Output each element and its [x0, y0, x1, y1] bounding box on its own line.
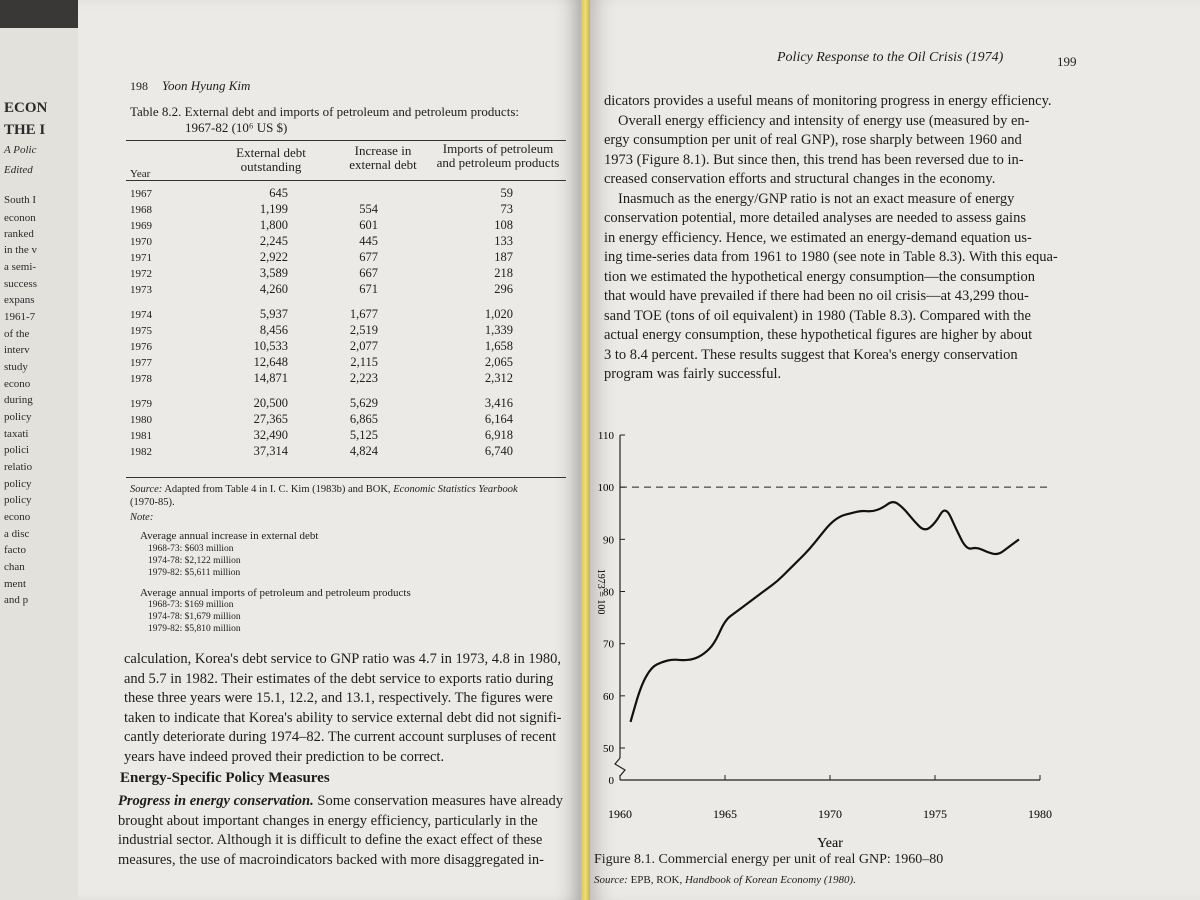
back-book-line: econon — [4, 212, 36, 224]
cell-year: 1981 — [130, 430, 152, 442]
cell-debt: 3,589 — [259, 266, 288, 280]
note-imports-title: Average annual imports of petroleum and petroleum products — [140, 587, 411, 599]
left-body-text — [124, 650, 574, 767]
cell-increase: 667 — [359, 266, 378, 280]
cell-increase: 671 — [359, 282, 378, 296]
back-book-line: relatio — [4, 461, 33, 473]
source-years: (1970-85). — [130, 497, 175, 508]
cell-debt: 2,922 — [259, 250, 288, 264]
page-gutter — [581, 0, 590, 900]
col-header-imports — [423, 142, 573, 170]
cell-year: 1973 — [130, 284, 152, 296]
back-book-line: econo — [4, 511, 31, 523]
table-title-line2: 1967-82 (10⁶ US $) — [185, 120, 288, 135]
left-body-text-2 — [118, 792, 578, 870]
cell-imports: 1,658 — [484, 339, 513, 353]
cell-debt: 1,800 — [259, 218, 288, 232]
body-line: Overall energy efficiency and intensity of energy use (measured by en- — [618, 112, 1030, 129]
back-book-line: a semi- — [4, 261, 37, 273]
table-bottom-rule — [126, 477, 566, 478]
body-line: that would have prevailed if there had been no oil crisis—at 43,299 thou- — [604, 288, 1029, 304]
back-book-line: facto — [4, 544, 26, 556]
back-book-line: Edited — [4, 164, 33, 176]
body-line: in energy efficiency. Hence, we estimated an energy-demand equation us- — [604, 229, 1032, 246]
cell-year: 1976 — [130, 341, 152, 353]
right-body-text — [604, 92, 1084, 385]
x-axis-label: Year — [817, 836, 843, 851]
x-tick-label: 1970 — [818, 807, 842, 821]
back-book-line: study — [4, 361, 28, 373]
cell-year: 1971 — [130, 252, 152, 264]
x-tick-label: 1980 — [1028, 807, 1052, 821]
cell-imports: 2,312 — [484, 371, 513, 385]
y-tick-label: 80 — [603, 586, 614, 599]
back-book-line: chan — [4, 561, 25, 573]
cell-year: 1977 — [130, 357, 152, 369]
left-page — [78, 0, 581, 900]
back-book-line: taxati — [4, 428, 29, 440]
body-line: years have indeed proved their prediction to be correct. — [124, 748, 445, 765]
y-tick-label: 90 — [603, 534, 614, 547]
back-book-line: 1961-7 — [4, 311, 36, 323]
back-book-line: econo — [4, 378, 31, 390]
cell-increase: 445 — [359, 234, 378, 248]
body-line: Inasmuch as the energy/GNP ratio is not an exact measure of energy — [618, 190, 1015, 207]
cell-debt: 8,456 — [259, 323, 288, 337]
cell-imports: 2,065 — [484, 355, 513, 369]
back-book-line: in the v — [4, 244, 37, 256]
note-debt-line: 1968-73: $603 million — [148, 544, 234, 554]
author-name: Yoon Hyung Kim — [162, 78, 251, 93]
cell-debt: 645 — [269, 186, 288, 200]
cell-year: 1972 — [130, 268, 152, 280]
back-book-line: expans — [4, 294, 35, 306]
cell-imports: 218 — [494, 266, 513, 280]
cell-debt: 10,533 — [253, 339, 288, 353]
energy-gnp-chart — [590, 420, 1060, 851]
cell-year: 1979 — [130, 398, 152, 410]
y-tick-label: 110 — [597, 430, 614, 442]
x-tick-label: 1965 — [713, 807, 737, 821]
cell-debt: 2,245 — [259, 234, 288, 248]
figure-caption: Figure 8.1. Commercial energy per unit of real GNP: 1960–80 — [594, 852, 944, 867]
body-line: cantly deteriorate during 1974–82. The current account surpluses of recent — [124, 729, 557, 745]
body-line: program was fairly successful. — [604, 366, 782, 382]
cell-year: 1970 — [130, 236, 152, 248]
cell-imports: 59 — [500, 186, 513, 200]
back-book-line: during — [4, 394, 33, 406]
cell-increase: 5,125 — [349, 428, 378, 442]
cell-year: 1968 — [130, 204, 152, 216]
cell-debt: 1,199 — [259, 202, 288, 216]
cell-year: 1982 — [130, 446, 152, 458]
note-imports-line: 1968-73: $169 million — [148, 600, 234, 610]
body-line: actual energy consumption, these hypothetical figures are higher by about — [604, 327, 1033, 343]
col-header-increase-line1: Increase in — [354, 143, 412, 158]
cell-year: 1980 — [130, 414, 152, 426]
body-line: measures, the use of macroindicators backed with more disaggregated in- — [118, 851, 544, 868]
cell-increase: 2,077 — [349, 339, 378, 353]
cell-imports: 1,339 — [484, 323, 513, 337]
back-book-line: ranked — [4, 228, 34, 240]
table-title — [130, 104, 570, 136]
right-running-head: Policy Response to the Oil Crisis (1974) — [777, 50, 1004, 65]
page-number-199: 199 — [1057, 54, 1077, 69]
col-header-debt — [206, 146, 336, 174]
y-tick-label: 50 — [603, 743, 614, 755]
source-publication: Economic Statistics Yearbook — [393, 484, 518, 495]
back-book-line: South I — [4, 194, 37, 206]
cell-imports: 133 — [494, 234, 513, 248]
back-book-line: policy — [4, 411, 32, 423]
back-book-line: success — [4, 278, 37, 290]
table-header-rule — [126, 180, 566, 181]
col-header-imports-line1: Imports of petroleum — [442, 141, 554, 156]
y-axis-label: 1973 = 100 — [595, 568, 606, 615]
figure-source — [594, 874, 856, 886]
back-book-line: ment — [4, 578, 26, 590]
body-line: dicators provides a useful means of monitoring progress in energy efficiency. — [604, 93, 1052, 109]
note-imports-line: 1979-82: $5,810 million — [148, 624, 241, 634]
cell-increase: 4,824 — [349, 444, 378, 458]
cell-imports: 6,164 — [484, 412, 513, 426]
cell-imports: 73 — [500, 202, 513, 216]
back-book-line: a disc — [4, 528, 30, 540]
body-line: calculation, Korea's debt service to GNP ratio was 4.7 in 1973, 4.8 in 1980, — [124, 651, 561, 667]
body-line: sand TOE (tons of oil equivalent) in 1980 (Table 8.3). Compared with the — [604, 307, 1031, 324]
cell-debt: 4,260 — [259, 282, 288, 296]
y-tick-label: 60 — [603, 690, 614, 703]
cell-year: 1969 — [130, 220, 152, 232]
note-debt-title: Average annual increase in external debt — [140, 530, 319, 542]
back-book-line: and p — [4, 594, 29, 606]
body-line: creased conservation efforts and structural changes in the economy. — [604, 171, 996, 187]
back-book-line: ECON — [4, 100, 48, 116]
body-line: and 5.7 in 1982. Their estimates of the debt service to exports ratio during — [124, 670, 554, 687]
body-line: ing time-series data from 1961 to 1980 (see note in Table 8.3). With this equa- — [604, 249, 1058, 265]
cell-imports: 3,416 — [484, 396, 513, 410]
x-tick-label: 1960 — [608, 807, 632, 821]
body-line: conservation potential, more detailed analyses are needed to assess gains — [604, 210, 1026, 226]
cell-increase: 5,629 — [349, 396, 378, 410]
note-imports-line: 1974-78: $1,679 million — [148, 612, 241, 622]
cell-debt: 27,365 — [253, 412, 288, 426]
cell-increase: 1,677 — [349, 307, 378, 321]
cell-imports: 6,740 — [484, 444, 513, 458]
y-tick-label: 70 — [603, 638, 614, 651]
back-book-line: polici — [4, 444, 30, 456]
cell-year: 1975 — [130, 325, 152, 337]
back-book-line: policy — [4, 494, 32, 506]
body2-line-0: Some conservation measures have already — [313, 793, 563, 809]
figure-source-publication: Handbook of Korean Economy (1980). — [684, 874, 856, 886]
note-label: Note: — [130, 512, 154, 523]
cell-year: 1974 — [130, 309, 152, 321]
col-header-year: Year — [130, 168, 151, 180]
y-tick-label: 100 — [597, 482, 614, 495]
energy-gnp-series-line — [631, 502, 1020, 722]
cell-debt: 14,871 — [253, 371, 288, 385]
body-line: 1973 (Figure 8.1). But since then, this trend has been reversed due to in- — [604, 151, 1024, 168]
col-header-debt-line2: outstanding — [240, 159, 302, 174]
col-header-increase-line2: external debt — [349, 157, 417, 172]
back-book-line: A Polic — [4, 144, 37, 156]
figure-source-text: EPB, ROK, — [630, 874, 683, 886]
cell-debt: 5,937 — [259, 307, 288, 321]
source-text: Adapted from Table 4 in I. C. Kim (1983b) and BOK, — [164, 484, 391, 495]
left-running-head — [130, 78, 250, 95]
cell-year: 1967 — [130, 188, 152, 200]
cell-debt: 37,314 — [253, 444, 288, 458]
back-book-line: THE I — [4, 122, 46, 138]
body-line: brought about important changes in energy efficiency, particularly in the — [118, 812, 538, 829]
cell-imports: 6,918 — [484, 428, 513, 442]
body-line: tion we estimated the hypothetical energy consumption—the consumption — [604, 268, 1036, 285]
note-debt-line: 1979-82: $5,611 million — [148, 568, 241, 578]
cell-increase: 601 — [359, 218, 378, 232]
back-book-line: interv — [4, 344, 30, 356]
y-tick-label: 0 — [608, 775, 614, 787]
cell-imports: 1,020 — [484, 307, 513, 321]
cell-increase: 2,115 — [350, 355, 378, 369]
cell-increase: 6,865 — [349, 412, 378, 426]
cell-increase: 2,519 — [349, 323, 378, 337]
back-book-line: of the — [4, 328, 30, 340]
x-tick-label: 1975 — [923, 807, 947, 821]
body-line: taken to indicate that Korea's ability to service external debt did not signifi- — [124, 709, 562, 726]
cell-debt: 20,500 — [253, 396, 288, 410]
cell-imports: 296 — [494, 282, 513, 296]
section-heading: Energy-Specific Policy Measures — [120, 770, 330, 786]
body-line: 3 to 8.4 percent. These results suggest that Korea's energy conservation — [604, 346, 1018, 363]
source-label: Source: — [130, 484, 163, 495]
col-header-debt-line1: External debt — [236, 145, 306, 160]
table-source — [130, 484, 518, 496]
note-debt-line: 1974-78: $2,122 million — [148, 556, 241, 566]
figure-source-label: Source: — [594, 874, 628, 886]
back-book-line: policy — [4, 478, 32, 490]
body-line: these three years were 15.1, 12.2, and 13.1, respectively. The figures were — [124, 690, 553, 706]
body-line: ergy consumption per unit of real GNP), rose sharply between 1960 and — [604, 132, 1022, 148]
subheading: Progress in energy conservation. — [118, 793, 314, 809]
table-title-line1: Table 8.2. External debt and imports of petroleum and petroleum products: — [130, 104, 519, 119]
col-header-imports-line2: and petroleum products — [436, 155, 560, 170]
cell-debt: 12,648 — [253, 355, 288, 369]
cell-increase: 2,223 — [349, 371, 378, 385]
adjacent-book-page — [0, 28, 81, 900]
cell-increase: 554 — [359, 202, 378, 216]
page-number-198: 198 — [130, 79, 148, 93]
cell-imports: 108 — [494, 218, 513, 232]
cell-imports: 187 — [494, 250, 513, 264]
cell-debt: 32,490 — [253, 428, 288, 442]
cell-increase: 677 — [359, 250, 378, 264]
cell-year: 1978 — [130, 373, 152, 385]
body-line: industrial sector. Although it is difficult to define the exact effect of these — [118, 832, 543, 848]
